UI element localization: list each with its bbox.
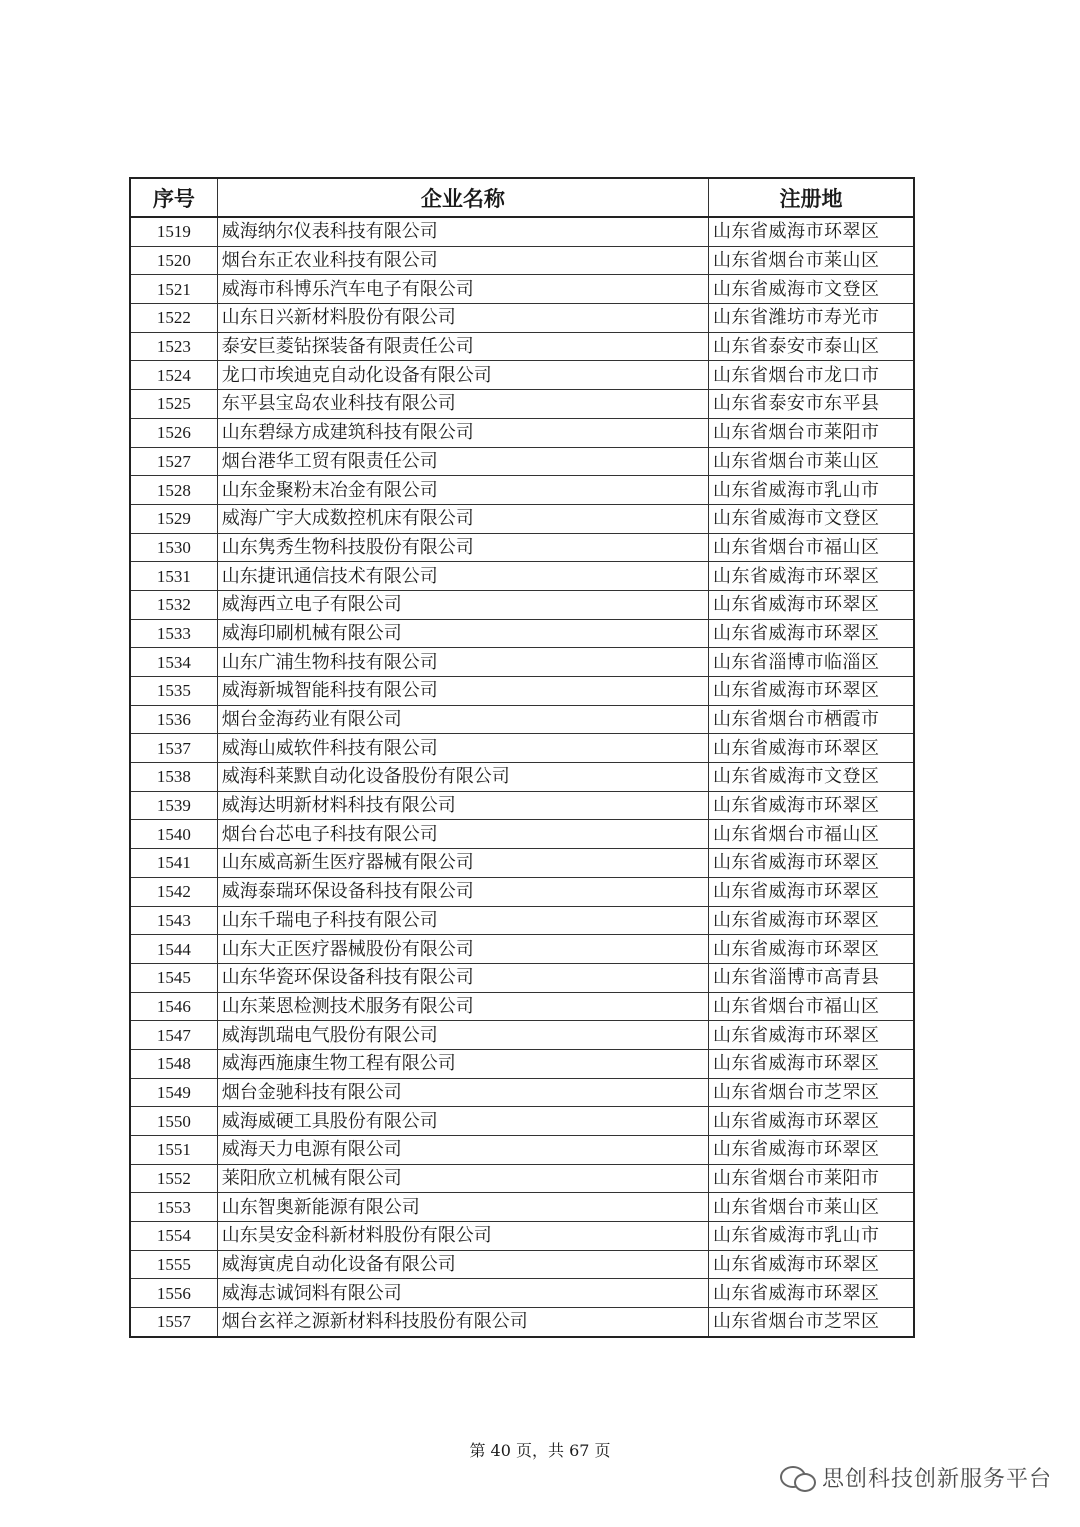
row-index: 1528: [130, 476, 217, 505]
registration-place: 山东省威海市环翠区: [708, 1250, 914, 1279]
table-row: [130, 1250, 914, 1279]
registration-place: 山东省烟台市芝罘区: [708, 1078, 914, 1107]
registration-place: 山东省威海市环翠区: [708, 1021, 914, 1050]
registration-place: 山东省烟台市莱山区: [708, 447, 914, 476]
company-name: 山东日兴新材料股份有限公司: [217, 304, 708, 333]
table-row: [130, 1021, 914, 1050]
table-row: [130, 390, 914, 419]
registration-place: 山东省威海市环翠区: [708, 935, 914, 964]
row-index: 1549: [130, 1078, 217, 1107]
company-name: 山东莱恩检测技术服务有限公司: [217, 992, 708, 1021]
registration-place: 山东省威海市文登区: [708, 504, 914, 533]
row-index: 1534: [130, 648, 217, 677]
company-name: 山东捷讯通信技术有限公司: [217, 562, 708, 591]
registration-place: 山东省泰安市泰山区: [708, 332, 914, 361]
row-index: 1550: [130, 1107, 217, 1136]
table-body: [130, 217, 914, 1337]
registration-place: 山东省威海市环翠区: [708, 677, 914, 706]
row-index: 1537: [130, 734, 217, 763]
row-index: 1523: [130, 332, 217, 361]
row-index: 1538: [130, 763, 217, 792]
row-index: 1527: [130, 447, 217, 476]
company-name: 威海寅虎自动化设备有限公司: [217, 1250, 708, 1279]
table-row: [130, 849, 914, 878]
table-row: [130, 275, 914, 304]
table-row: [130, 590, 914, 619]
row-index: 1542: [130, 877, 217, 906]
row-index: 1546: [130, 992, 217, 1021]
registration-place: 山东省威海市乳山市: [708, 1222, 914, 1251]
row-index: 1539: [130, 791, 217, 820]
row-index: 1536: [130, 705, 217, 734]
company-name: 山东智奥新能源有限公司: [217, 1193, 708, 1222]
row-index: 1541: [130, 849, 217, 878]
registration-place: 山东省烟台市栖霞市: [708, 705, 914, 734]
company-name: 烟台金驰科技有限公司: [217, 1078, 708, 1107]
registration-place: 山东省烟台市莱阳市: [708, 1164, 914, 1193]
registration-place: 山东省潍坊市寿光市: [708, 304, 914, 333]
table-row: [130, 418, 914, 447]
company-name: 烟台金海药业有限公司: [217, 705, 708, 734]
table-row: [130, 992, 914, 1021]
row-index: 1540: [130, 820, 217, 849]
row-index: 1557: [130, 1308, 217, 1337]
table-row: [130, 763, 914, 792]
header-registration: 注册地: [708, 178, 914, 217]
table-row: [130, 1136, 914, 1165]
row-index: 1556: [130, 1279, 217, 1308]
table-row: [130, 361, 914, 390]
company-name: 山东金聚粉末冶金有限公司: [217, 476, 708, 505]
registration-place: 山东省烟台市龙口市: [708, 361, 914, 390]
company-name: 烟台东正农业科技有限公司: [217, 246, 708, 275]
company-name: 山东大正医疗器械股份有限公司: [217, 935, 708, 964]
registration-place: 山东省威海市环翠区: [708, 849, 914, 878]
row-index: 1543: [130, 906, 217, 935]
row-index: 1533: [130, 619, 217, 648]
registration-place: 山东省威海市环翠区: [708, 877, 914, 906]
company-name: 山东华瓷环保设备科技有限公司: [217, 963, 708, 992]
registration-place: 山东省威海市环翠区: [708, 590, 914, 619]
table-row: [130, 562, 914, 591]
company-name: 山东碧绿方成建筑科技有限公司: [217, 418, 708, 447]
table-row: [130, 304, 914, 333]
row-index: 1544: [130, 935, 217, 964]
row-index: 1531: [130, 562, 217, 591]
table-row: [130, 791, 914, 820]
table-row: [130, 1164, 914, 1193]
company-name: 烟台玄祥之源新材料科技股份有限公司: [217, 1308, 708, 1337]
row-index: 1553: [130, 1193, 217, 1222]
registration-place: 山东省泰安市东平县: [708, 390, 914, 419]
registration-place: 山东省威海市环翠区: [708, 619, 914, 648]
company-name: 烟台台芯电子科技有限公司: [217, 820, 708, 849]
company-name: 山东千瑞电子科技有限公司: [217, 906, 708, 935]
page-number: 第 40 页，共 67 页: [469, 1441, 611, 1460]
row-index: 1532: [130, 590, 217, 619]
registration-place: 山东省威海市环翠区: [708, 734, 914, 763]
company-name: 泰安巨菱钻探装备有限责任公司: [217, 332, 708, 361]
registration-place: 山东省烟台市福山区: [708, 992, 914, 1021]
registration-place: 山东省威海市环翠区: [708, 1279, 914, 1308]
registration-place: 山东省威海市文登区: [708, 763, 914, 792]
table-row: [130, 246, 914, 275]
table-row: [130, 963, 914, 992]
company-name: 山东昊安金科新材料股份有限公司: [217, 1222, 708, 1251]
row-index: 1552: [130, 1164, 217, 1193]
company-name: 龙口市埃迪克自动化设备有限公司: [217, 361, 708, 390]
registration-place: 山东省烟台市莱阳市: [708, 418, 914, 447]
company-name: 威海达明新材料科技有限公司: [217, 791, 708, 820]
row-index: 1535: [130, 677, 217, 706]
company-name: 威海纳尔仪表科技有限公司: [217, 217, 708, 246]
registration-place: 山东省烟台市莱山区: [708, 246, 914, 275]
registration-place: 山东省烟台市福山区: [708, 820, 914, 849]
row-index: 1522: [130, 304, 217, 333]
table-row: [130, 217, 914, 246]
company-name: 山东威高新生医疗器械有限公司: [217, 849, 708, 878]
company-name: 威海威硬工具股份有限公司: [217, 1107, 708, 1136]
table-row: [130, 877, 914, 906]
table-row: [130, 705, 914, 734]
watermark: [780, 1462, 1052, 1493]
company-name: 威海新城智能科技有限公司: [217, 677, 708, 706]
company-name: 威海天力电源有限公司: [217, 1136, 708, 1165]
table-row: [130, 619, 914, 648]
table-row: [130, 1078, 914, 1107]
row-index: 1519: [130, 217, 217, 246]
table-row: [130, 1279, 914, 1308]
company-name: 威海西施康生物工程有限公司: [217, 1049, 708, 1078]
company-name: 山东广浦生物科技有限公司: [217, 648, 708, 677]
table-row: [130, 734, 914, 763]
row-index: 1547: [130, 1021, 217, 1050]
watermark-text: 思创科技创新服务平台: [821, 1467, 1052, 1492]
row-index: 1526: [130, 418, 217, 447]
registration-place: 山东省淄博市高青县: [708, 963, 914, 992]
header-name: 企业名称: [217, 178, 708, 217]
row-index: 1548: [130, 1049, 217, 1078]
company-name: 威海西立电子有限公司: [217, 590, 708, 619]
row-index: 1521: [130, 275, 217, 304]
row-index: 1551: [130, 1136, 217, 1165]
table-row: [130, 1193, 914, 1222]
row-index: 1555: [130, 1250, 217, 1279]
row-index: 1524: [130, 361, 217, 390]
company-name: 烟台港华工贸有限责任公司: [217, 447, 708, 476]
company-name: 山东隽秀生物科技股份有限公司: [217, 533, 708, 562]
company-name: 东平县宝岛农业科技有限公司: [217, 390, 708, 419]
table-row: [130, 820, 914, 849]
registration-place: 山东省威海市乳山市: [708, 476, 914, 505]
wechat-icon: [780, 1464, 816, 1492]
enterprise-table: [129, 177, 915, 1338]
registration-place: 山东省烟台市福山区: [708, 533, 914, 562]
row-index: 1529: [130, 504, 217, 533]
registration-place: 山东省烟台市莱山区: [708, 1193, 914, 1222]
registration-place: 山东省威海市环翠区: [708, 562, 914, 591]
company-name: 威海志诚饲料有限公司: [217, 1279, 708, 1308]
row-index: 1525: [130, 390, 217, 419]
registration-place: 山东省烟台市芝罘区: [708, 1308, 914, 1337]
table-row: [130, 332, 914, 361]
registration-place: 山东省威海市环翠区: [708, 791, 914, 820]
table-row: [130, 476, 914, 505]
table-row: [130, 533, 914, 562]
row-index: 1520: [130, 246, 217, 275]
company-name: 威海山威软件科技有限公司: [217, 734, 708, 763]
registration-place: 山东省威海市文登区: [708, 275, 914, 304]
company-name: 威海印刷机械有限公司: [217, 619, 708, 648]
registration-place: 山东省淄博市临淄区: [708, 648, 914, 677]
company-name: 威海泰瑞环保设备科技有限公司: [217, 877, 708, 906]
registration-place: 山东省威海市环翠区: [708, 906, 914, 935]
row-index: 1530: [130, 533, 217, 562]
table-row: [130, 1107, 914, 1136]
row-index: 1545: [130, 963, 217, 992]
table-row: [130, 648, 914, 677]
company-name: 威海科莱默自动化设备股份有限公司: [217, 763, 708, 792]
registration-place: 山东省威海市环翠区: [708, 1049, 914, 1078]
table-row: [130, 447, 914, 476]
header-index: 序号: [130, 178, 217, 217]
table-row: [130, 677, 914, 706]
table-row: [130, 935, 914, 964]
table-row: [130, 1308, 914, 1337]
table-row: [130, 504, 914, 533]
registration-place: 山东省威海市环翠区: [708, 1136, 914, 1165]
table-row: [130, 1049, 914, 1078]
row-index: 1554: [130, 1222, 217, 1251]
company-name: 威海广宇大成数控机床有限公司: [217, 504, 708, 533]
table-header-row: [130, 178, 914, 217]
company-name: 威海凯瑞电气股份有限公司: [217, 1021, 708, 1050]
table-row: [130, 906, 914, 935]
registration-place: 山东省威海市环翠区: [708, 217, 914, 246]
company-name: 威海市科博乐汽车电子有限公司: [217, 275, 708, 304]
company-name: 莱阳欣立机械有限公司: [217, 1164, 708, 1193]
table-row: [130, 1222, 914, 1251]
registration-place: 山东省威海市环翠区: [708, 1107, 914, 1136]
